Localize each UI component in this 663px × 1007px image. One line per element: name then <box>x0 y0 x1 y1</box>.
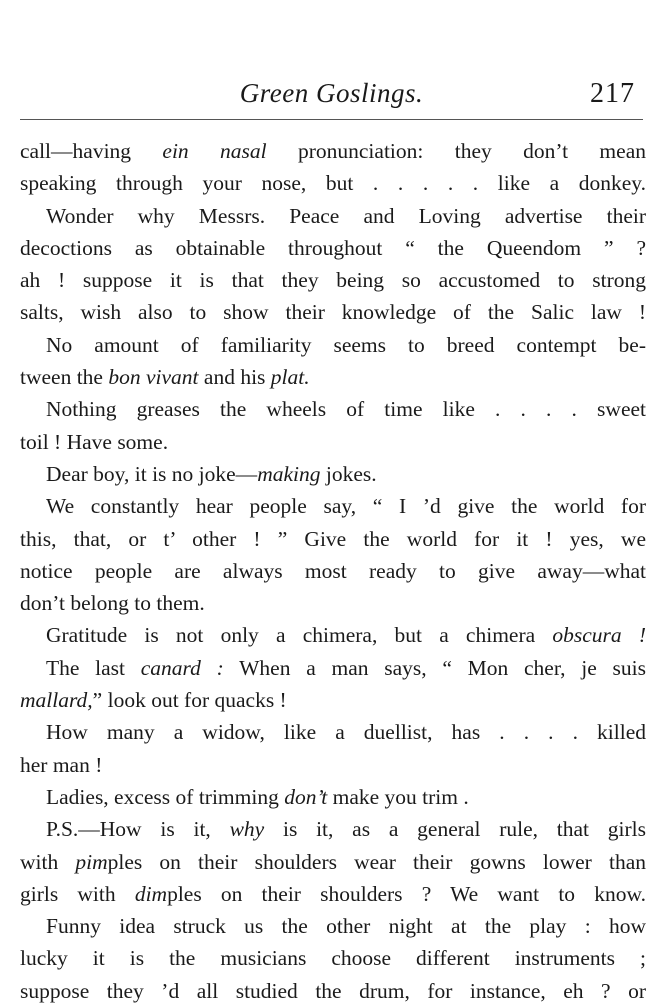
text-line: mallard,” look out for quacks ! <box>20 688 287 713</box>
italic-text: canard : <box>140 655 224 680</box>
text-line: decoctions as obtainable throughout “ the Queendom ” ? <box>20 235 646 260</box>
italic-text: bon vivant <box>108 365 199 390</box>
text-line: No amount of familiarity seems to breed contempt be- <box>46 332 646 357</box>
text-line: toil ! Have some. <box>20 429 169 454</box>
italic-text: making <box>257 461 321 486</box>
text-line: with pimples on their shoulders wear their gowns lower than <box>20 849 646 874</box>
text-line: Dear boy, it is no joke—making jokes. <box>46 461 377 486</box>
text-line: this, that, or t’ other ! ” Give the world for it ! yes, we <box>20 526 646 551</box>
italic-text: ein nasal <box>162 139 267 163</box>
text-line: ah ! suppose it is that they being so accustomed to strong <box>20 268 646 293</box>
italic-text: why <box>229 817 265 842</box>
italic-text: dim <box>134 881 168 906</box>
text-line: don’t belong to them. <box>20 591 205 616</box>
page-number: 217 <box>590 78 635 109</box>
italic-text: mallard, <box>20 688 93 713</box>
italic-text: pim <box>75 849 108 874</box>
text-line: How many a widow, like a duellist, has . . . . killed <box>46 720 646 745</box>
text-line: lucky it is the musicians choose different instruments ; <box>20 946 646 971</box>
text-line: notice people are always most ready to give away—what <box>20 558 646 583</box>
text-line: The last canard : When a man says, “ Mon cher, je suis <box>46 655 646 680</box>
header-rule <box>20 119 643 120</box>
text-line: P.S.—How is it, why is it, as a general rule, that girls <box>46 817 647 842</box>
text-line: Wonder why Messrs. Peace and Loving advertise their <box>46 203 646 228</box>
running-head <box>0 76 663 116</box>
text-line: suppose they ’d all studied the drum, for instance, eh ? or <box>20 978 646 1003</box>
text-line: speaking through your nose, but . . . . . like a donkey. <box>20 171 646 196</box>
text-line: Gratitude is not only a chimera, but a chimera obscura ! <box>46 623 647 648</box>
text-line: call—having ein nasal pronunciation: they don’t mean <box>20 139 646 163</box>
italic-text: plat. <box>270 365 310 390</box>
text-line: We constantly hear people say, “ I ’d give the world for <box>46 494 646 519</box>
text-line: Funny idea struck us the other night at the play : how <box>46 914 646 939</box>
text-line: Ladies, excess of trimming don’t make you trim . <box>46 784 469 809</box>
italic-text: obscura ! <box>552 623 647 648</box>
body-text <box>20 135 646 1007</box>
text-line: Nothing greases the wheels of time like . . . . sweet <box>46 397 646 422</box>
italic-text: don’t <box>284 784 328 809</box>
running-head-title: Green Goslings. <box>239 78 424 108</box>
text-line: girls with dimples on their shoulders ? We want to know. <box>20 881 646 906</box>
text-line: tween the bon vivant and his plat. <box>20 365 310 390</box>
text-line: her man ! <box>20 752 103 777</box>
text-line: salts, wish also to show their knowledge of the Salic law ! <box>20 300 646 325</box>
